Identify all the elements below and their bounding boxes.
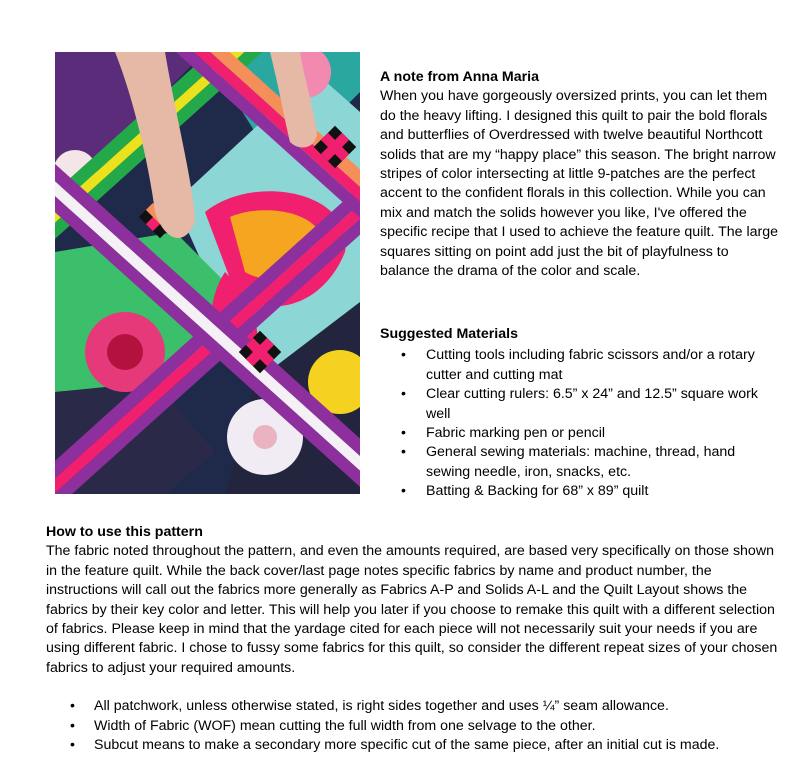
bullet-icon: • [401,444,406,461]
howto-list [46,697,786,755]
bullet-icon: • [401,425,406,442]
quilt-illustration [55,52,360,494]
list-item-text: Clear cutting rulers: 6.5” x 24” and 12.5” square work well [426,386,758,422]
list-item [380,424,780,443]
note-heading: A note from Anna Maria [380,69,539,85]
list-item-text: Batting & Backing for 68” x 89” quilt [426,483,649,500]
list-item [46,717,786,736]
list-item [46,697,786,716]
list-item [380,443,780,482]
howto-body: The fabric noted throughout the pattern, and even the amounts required, are based very specifically on those shown in the feature quilt. While the back cover/last page notes specific fabrics by name and product number, the instructions will call out the fabrics more generally as Fabrics A-P and Solids A-L and the Quilt Layout shows the fabrics by their key color and letter. This will help you later if you choose to remake this quilt with a different selection of fabrics. Please keep in mind that the yardage cited for each piece will not necessarily suit your needs if you are using different fabric. I chose to fussy some fabrics for this quilt, so consider the different repeat sizes of your chosen fabrics to adjust your required amounts. [46,543,778,676]
quilt-photo [55,52,360,494]
materials-list [380,346,780,501]
list-item [380,482,780,501]
bullet-icon: • [70,698,75,715]
bullet-icon: • [401,386,406,403]
note-section [380,68,780,281]
list-item [380,346,780,385]
list-item [380,385,780,424]
list-item-text: All patchwork, unless otherwise stated, is right sides together and uses ¼” seam allowance. [94,698,669,715]
bullet-icon: • [70,737,75,754]
list-item [46,736,786,755]
bullet-icon: • [70,717,75,734]
bullet-icon: • [401,483,406,500]
materials-heading: Suggested Materials [380,326,518,342]
howto-section [46,523,786,755]
bullet-icon: • [401,347,406,364]
list-item-text: Subcut means to make a secondary more specific cut of the same piece, after an initial cut is made. [94,737,720,754]
list-item-text: Width of Fabric (WOF) mean cutting the full width from one selvage to the other. [94,717,596,734]
list-item-text: Fabric marking pen or pencil [426,425,605,442]
materials-section [380,325,780,502]
list-item-text: Cutting tools including fabric scissors and/or a rotary cutter and cutting mat [426,347,755,383]
note-body: When you have gorgeously oversized prints, you can let them do the heavy lifting. I designed this quilt to pair the bold florals and butterflies of Overdressed with twelve beautiful Northcott solids that are my “happy place” this season. The bright narrow stripes of color intersecting at little 9-patches are the perfect accent to the confident florals in this collection. While you can mix and match the solids however you like, I've offered the specific recipe that I used to achieve the feature quilt. The large squares sitting on point add just the bit of playfulness to balance the drama of the color and scale. [380,88,779,280]
list-item-text: General sewing materials: machine, thread, hand sewing needle, iron, snacks, etc. [426,444,736,480]
howto-heading: How to use this pattern [46,524,203,540]
